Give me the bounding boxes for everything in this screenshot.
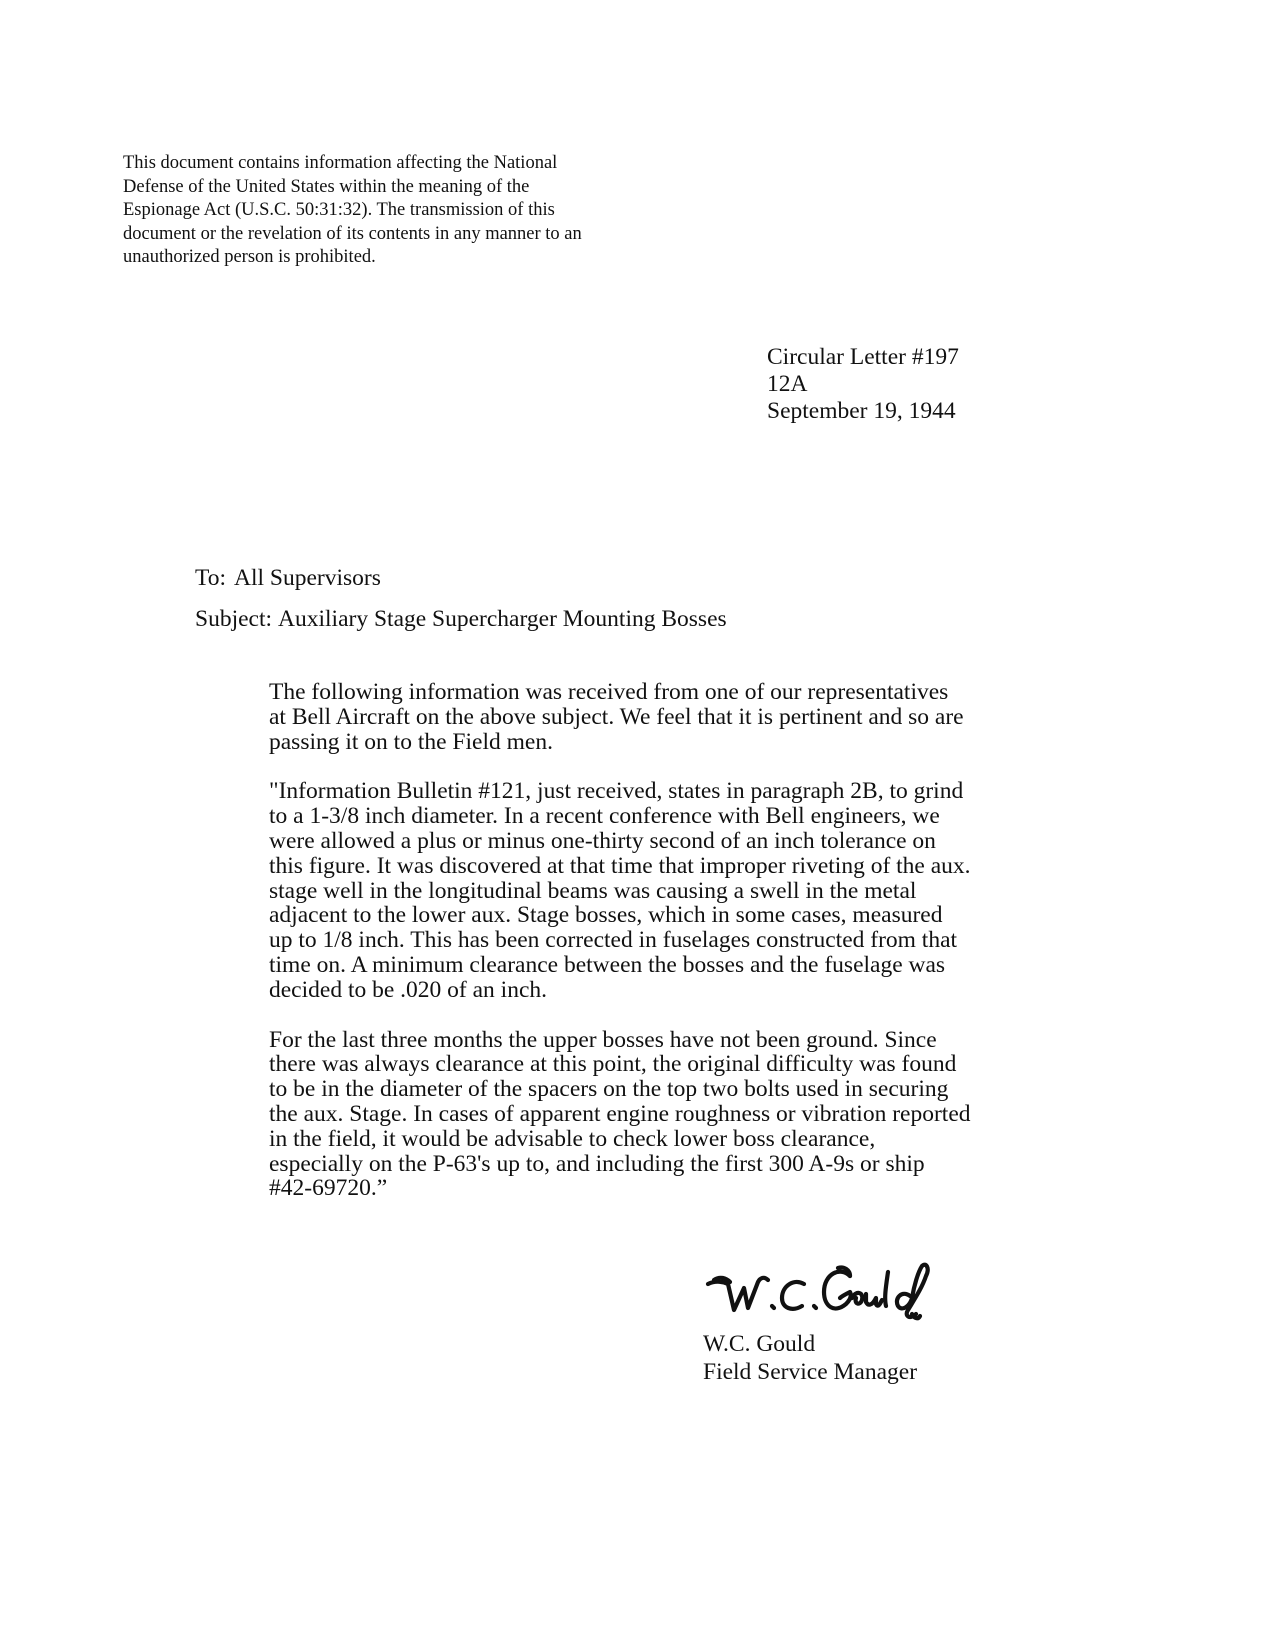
letter-date: September 19, 1944 (767, 398, 956, 424)
notice-line: Defense of the United States within the meaning of the (123, 176, 530, 197)
body-line: up to 1/8 inch. This has been corrected in fuselages constructed from that (269, 927, 958, 954)
body-line: decided to be .020 of an inch. (269, 976, 547, 1003)
signature-block (703, 1330, 917, 1386)
body-line: passing it on to the Field men. (269, 728, 553, 755)
recipient-line (195, 565, 381, 592)
letter-body (269, 680, 1029, 1226)
body-line: time on. A minimum clearance between the bosses and the fuselage was (269, 951, 946, 978)
notice-line: This document contains information affecting the National (123, 153, 558, 173)
body-line: #42-69720.” (269, 1175, 388, 1202)
subject-value: Auxiliary Stage Supercharger Mounting Bosses (278, 606, 727, 632)
signer-title: Field Service Manager (703, 1359, 918, 1385)
handwritten-signature (700, 1262, 960, 1340)
body-paragraph-1 (269, 680, 1029, 754)
to-value: All Supervisors (234, 565, 381, 591)
signer-name: W.C. Gould (703, 1331, 816, 1357)
body-line: there was always clearance at this point, the original difficulty was found (269, 1051, 957, 1078)
body-line: The following information was received from one of our representatives (269, 679, 949, 705)
body-line: For the last three months the upper bosses have not been ground. Since (269, 1026, 937, 1053)
subject-label: Subject: (195, 606, 273, 632)
subject-line (195, 606, 727, 633)
body-paragraph-3 (269, 1028, 1029, 1202)
body-line: at Bell Aircraft on the above subject. We feel that it is pertinent and so are (269, 703, 964, 730)
notice-line: document or the revelation of its contents in any manner to an (123, 223, 582, 244)
reference-code: 12A (767, 371, 808, 397)
circular-letter-number: Circular Letter #197 (767, 344, 959, 370)
body-line: were allowed a plus or minus one-thirty second of an inch tolerance on (269, 827, 936, 854)
body-line: the aux. Stage. In cases of apparent engine roughness or vibration reported (269, 1100, 971, 1127)
letter-reference (767, 344, 959, 425)
body-line: to be in the diameter of the spacers on the top two bolts used in securing (269, 1076, 949, 1103)
body-line: this figure. It was discovered at that time that improper riveting of the aux. (269, 852, 971, 879)
body-line: in the field, it would be advisable to check lower boss clearance, (269, 1125, 876, 1152)
body-line: stage well in the longitudinal beams was causing a swell in the metal (269, 877, 917, 904)
notice-line: Espionage Act (U.S.C. 50:31:32). The transmission of this (123, 200, 555, 220)
notice-line: unauthorized person is prohibited. (123, 247, 376, 267)
body-line: adjacent to the lower aux. Stage bosses, which in some cases, measured (269, 902, 943, 929)
to-label: To: (195, 565, 226, 591)
body-line: "Information Bulletin #121, just received, states in paragraph 2B, to grind (269, 778, 964, 805)
body-paragraph-2 (269, 779, 1029, 1002)
body-line: especially on the P-63's up to, and including the first 300 A-9s or ship (269, 1150, 925, 1177)
body-line: to a 1-3/8 inch diameter. In a recent conference with Bell engineers, we (269, 803, 940, 830)
security-notice (123, 152, 643, 270)
